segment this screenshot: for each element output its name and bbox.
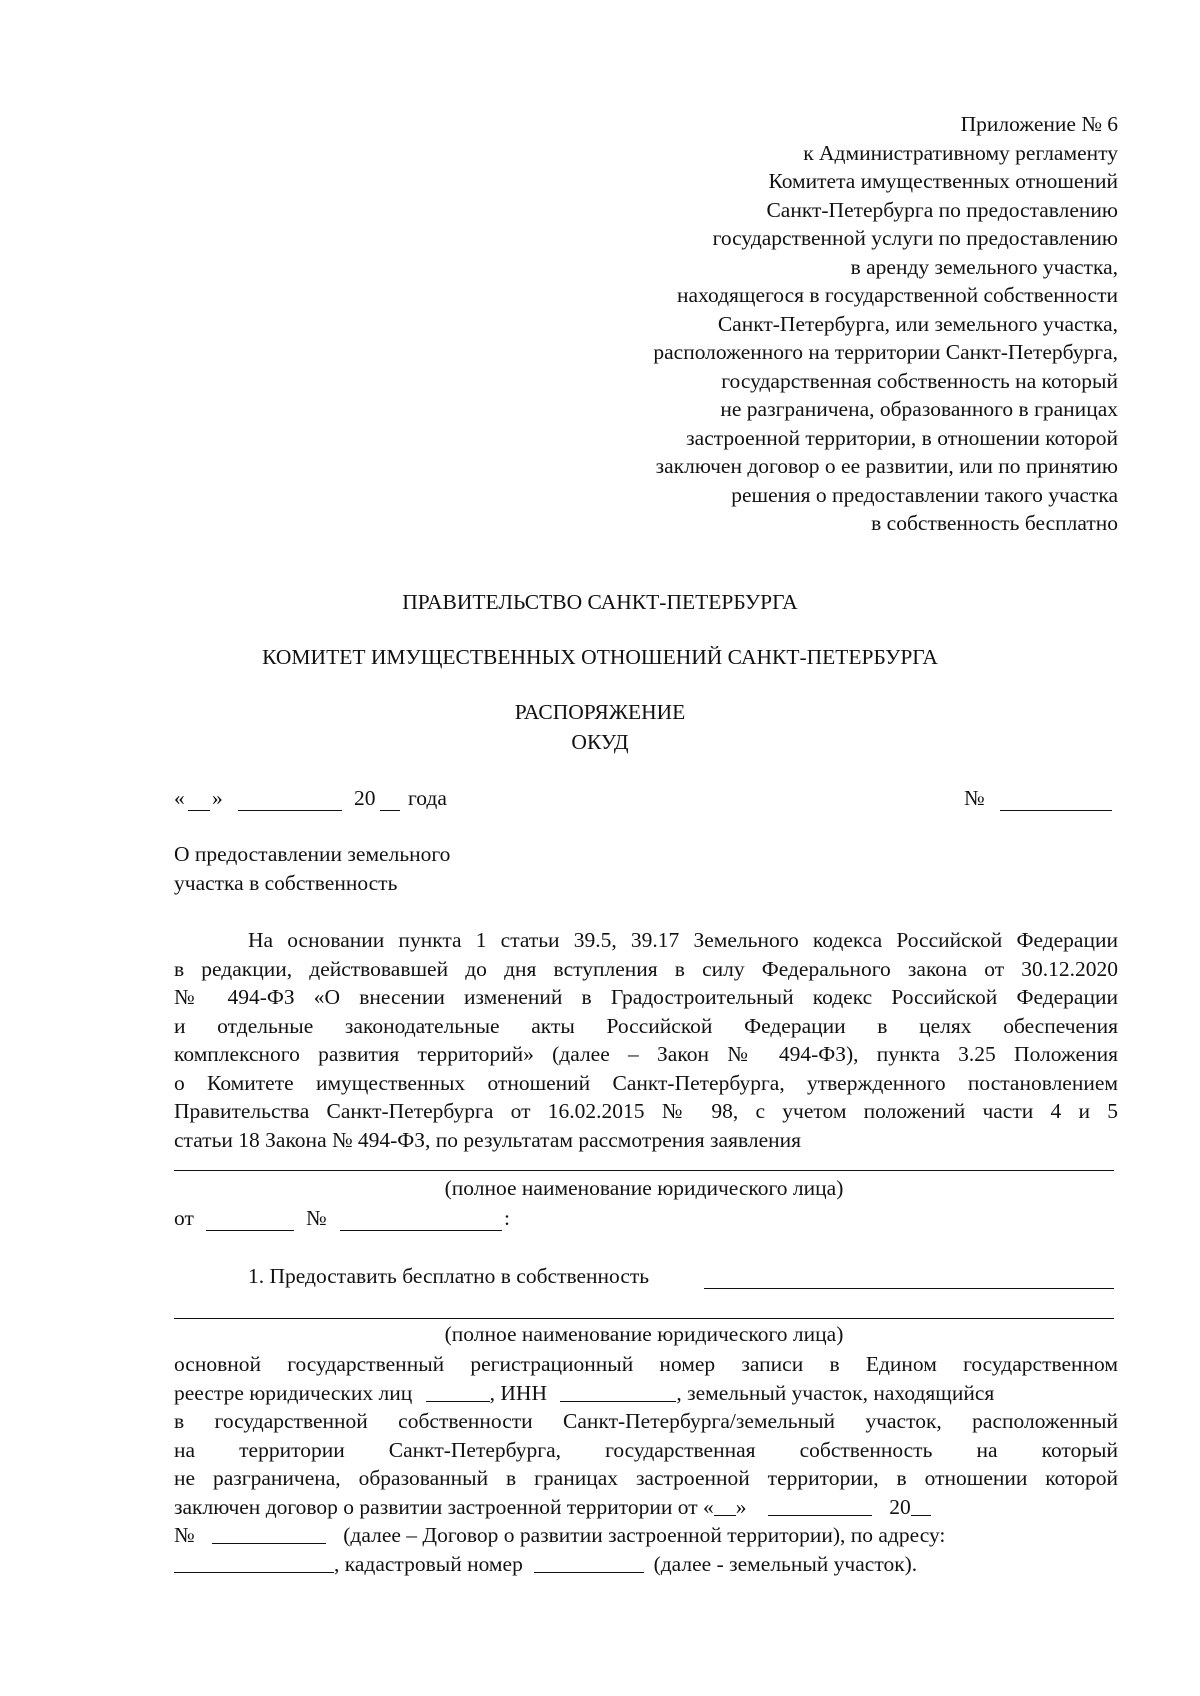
clause1-line: основной государственный регистрационный номер записи в Едином государственном	[174, 1352, 1118, 1376]
appendix-line: заключен договор о ее развитии, или по принятию	[655, 454, 1118, 478]
clause1-body	[174, 1350, 1118, 1578]
appendix-line: к Административному регламенту	[803, 140, 1118, 165]
appendix-line: расположенного на территории Санкт-Петербурга,	[653, 340, 1118, 364]
from-label: от	[174, 1206, 194, 1230]
contract-month-blank	[768, 1493, 872, 1516]
cadastral-label: , кадастровый номер	[334, 1551, 523, 1576]
inn-blank	[560, 1379, 676, 1402]
paragraph-line: в редакции, действовавшей до дня вступления в силу Федерального закона от 30.12.2020	[174, 956, 1118, 981]
ogrn-blank	[426, 1379, 490, 1402]
month-blank	[238, 788, 342, 811]
quote-close: »	[212, 786, 223, 810]
doc-type-heading: РАСПОРЯЖЕНИЕ	[514, 700, 686, 724]
subject-line: О предоставлении земельного	[174, 842, 451, 866]
clause1-line: не разграничена, образованный в границах застроенной территории, в отношении которой	[174, 1466, 1118, 1490]
legal-entity-caption: (полное наименование юридического лица)	[444, 1176, 844, 1200]
address-blank	[174, 1550, 334, 1573]
year-suffix: года	[408, 786, 447, 810]
contract-year-prefix: 20	[889, 1494, 911, 1519]
paragraph-line: Правительства Санкт-Петербурга от 16.02.2015 № 98, с учетом положений части 4 и 5	[174, 1099, 1118, 1123]
year-prefix: 20	[354, 786, 376, 810]
appendix-line: Приложение № 6	[960, 112, 1118, 136]
number-blank	[1000, 788, 1112, 811]
subject-block	[174, 840, 450, 897]
clause1-caption: (полное наименование юридического лица)	[444, 1322, 844, 1346]
appendix-line: застроенной территории, в отношении которой	[686, 425, 1118, 450]
government-heading: ПРАВИТЕЛЬСТВО САНКТ-ПЕТЕРБУРГА	[402, 590, 798, 614]
quote-open: «	[174, 786, 185, 810]
clause1-line: на территории Санкт-Петербурга, государственная собственность на который	[174, 1437, 1118, 1462]
paragraph-line: На основании пункта 1 статьи 39.5, 39.17 Земельного кодекса Российской Федерации	[248, 928, 1118, 952]
clause1-line-7	[174, 1521, 1118, 1550]
from-number-blank	[340, 1208, 502, 1231]
appendix-line: Санкт-Петербурга по предоставлению	[766, 197, 1118, 222]
appendix-line: государственной услуги по предоставлению	[712, 226, 1118, 250]
subject-line: участка в собственность	[174, 870, 398, 895]
land-plot-ref: (далее - земельный участок).	[653, 1551, 918, 1576]
year-blank	[380, 788, 400, 811]
okud-label: ОКУД	[571, 730, 629, 754]
clause1-intro-row	[248, 1264, 1118, 1294]
from-date-blank	[206, 1208, 294, 1231]
paragraph-line: комплексного развития территорий» (далее – Закон № 494-ФЗ), пункта 3.25 Положения	[174, 1042, 1118, 1066]
clause1-recipient-line	[174, 1318, 1114, 1319]
day-blank	[188, 788, 210, 811]
clause1-line: в государственной собственности Санкт-Петербурга/земельный участок, расположенный	[174, 1409, 1118, 1433]
appendix-line: в аренду земельного участка,	[850, 254, 1118, 279]
paragraph-line: и отдельные законодательные акты Российской Федерации в целях обеспечения	[174, 1013, 1118, 1038]
contract-year-blank	[911, 1493, 931, 1516]
date-row	[174, 786, 1118, 816]
from-number-sign: №	[306, 1206, 327, 1230]
land-plot-text: , земельный участок, находящийся	[676, 1380, 995, 1405]
appendix-line: в собственность бесплатно	[871, 511, 1118, 535]
appendix-line: Санкт-Петербурга, или земельного участка,	[717, 311, 1118, 336]
appendix-line: Комитета имущественных отношений	[768, 169, 1118, 193]
contract-number-sign: №	[174, 1523, 195, 1547]
contract-day-blank	[714, 1493, 736, 1516]
paragraph-line: № 494-ФЗ «О внесении изменений в Градостроительный кодекс Российской Федерации	[174, 985, 1118, 1009]
clause1-line-6	[174, 1493, 1118, 1522]
appendix-line: государственная собственность на который	[721, 368, 1118, 393]
contract-number-blank	[212, 1521, 326, 1544]
contract-text: заключен договор о развитии застроенной территории от «	[174, 1494, 714, 1519]
legal-entity-blank-line	[174, 1170, 1114, 1171]
committee-heading: КОМИТЕТ ИМУЩЕСТВЕННЫХ ОТНОШЕНИЙ САНКТ-ПЕТЕРБУРГА	[262, 645, 938, 669]
number-sign: №	[964, 786, 985, 810]
from-colon: :	[504, 1206, 510, 1230]
cadastral-blank	[534, 1550, 644, 1573]
paragraph-line: о Комитете имущественных отношений Санкт-Петербурга, утвержденного постановлением	[174, 1070, 1118, 1095]
appendix-line: находящегося в государственной собственности	[676, 283, 1118, 307]
appendix-line: не разграничена, образованного в границах	[720, 397, 1118, 421]
clause1-intro: 1. Предоставить бесплатно в собственность	[248, 1264, 650, 1288]
contract-address-text: (далее – Договор о развитии застроенной территории), по адресу:	[343, 1523, 946, 1547]
ogrn-label: реестре юридических лиц	[174, 1380, 413, 1405]
appendix-block	[653, 110, 1118, 538]
clause1-line-8	[174, 1550, 1118, 1579]
appendix-line: решения о предоставлении такого участка	[731, 482, 1118, 507]
clause1-recipient-blank	[704, 1266, 1114, 1289]
inn-label: , ИНН	[489, 1380, 547, 1405]
paragraph-line: статьи 18 Закона № 494-ФЗ, по результатам рассмотрения заявления	[174, 1127, 802, 1152]
basis-paragraph	[174, 926, 1118, 1154]
from-row	[174, 1206, 574, 1236]
clause1-line-2	[174, 1379, 1118, 1408]
contract-quote-close: »	[735, 1494, 747, 1519]
